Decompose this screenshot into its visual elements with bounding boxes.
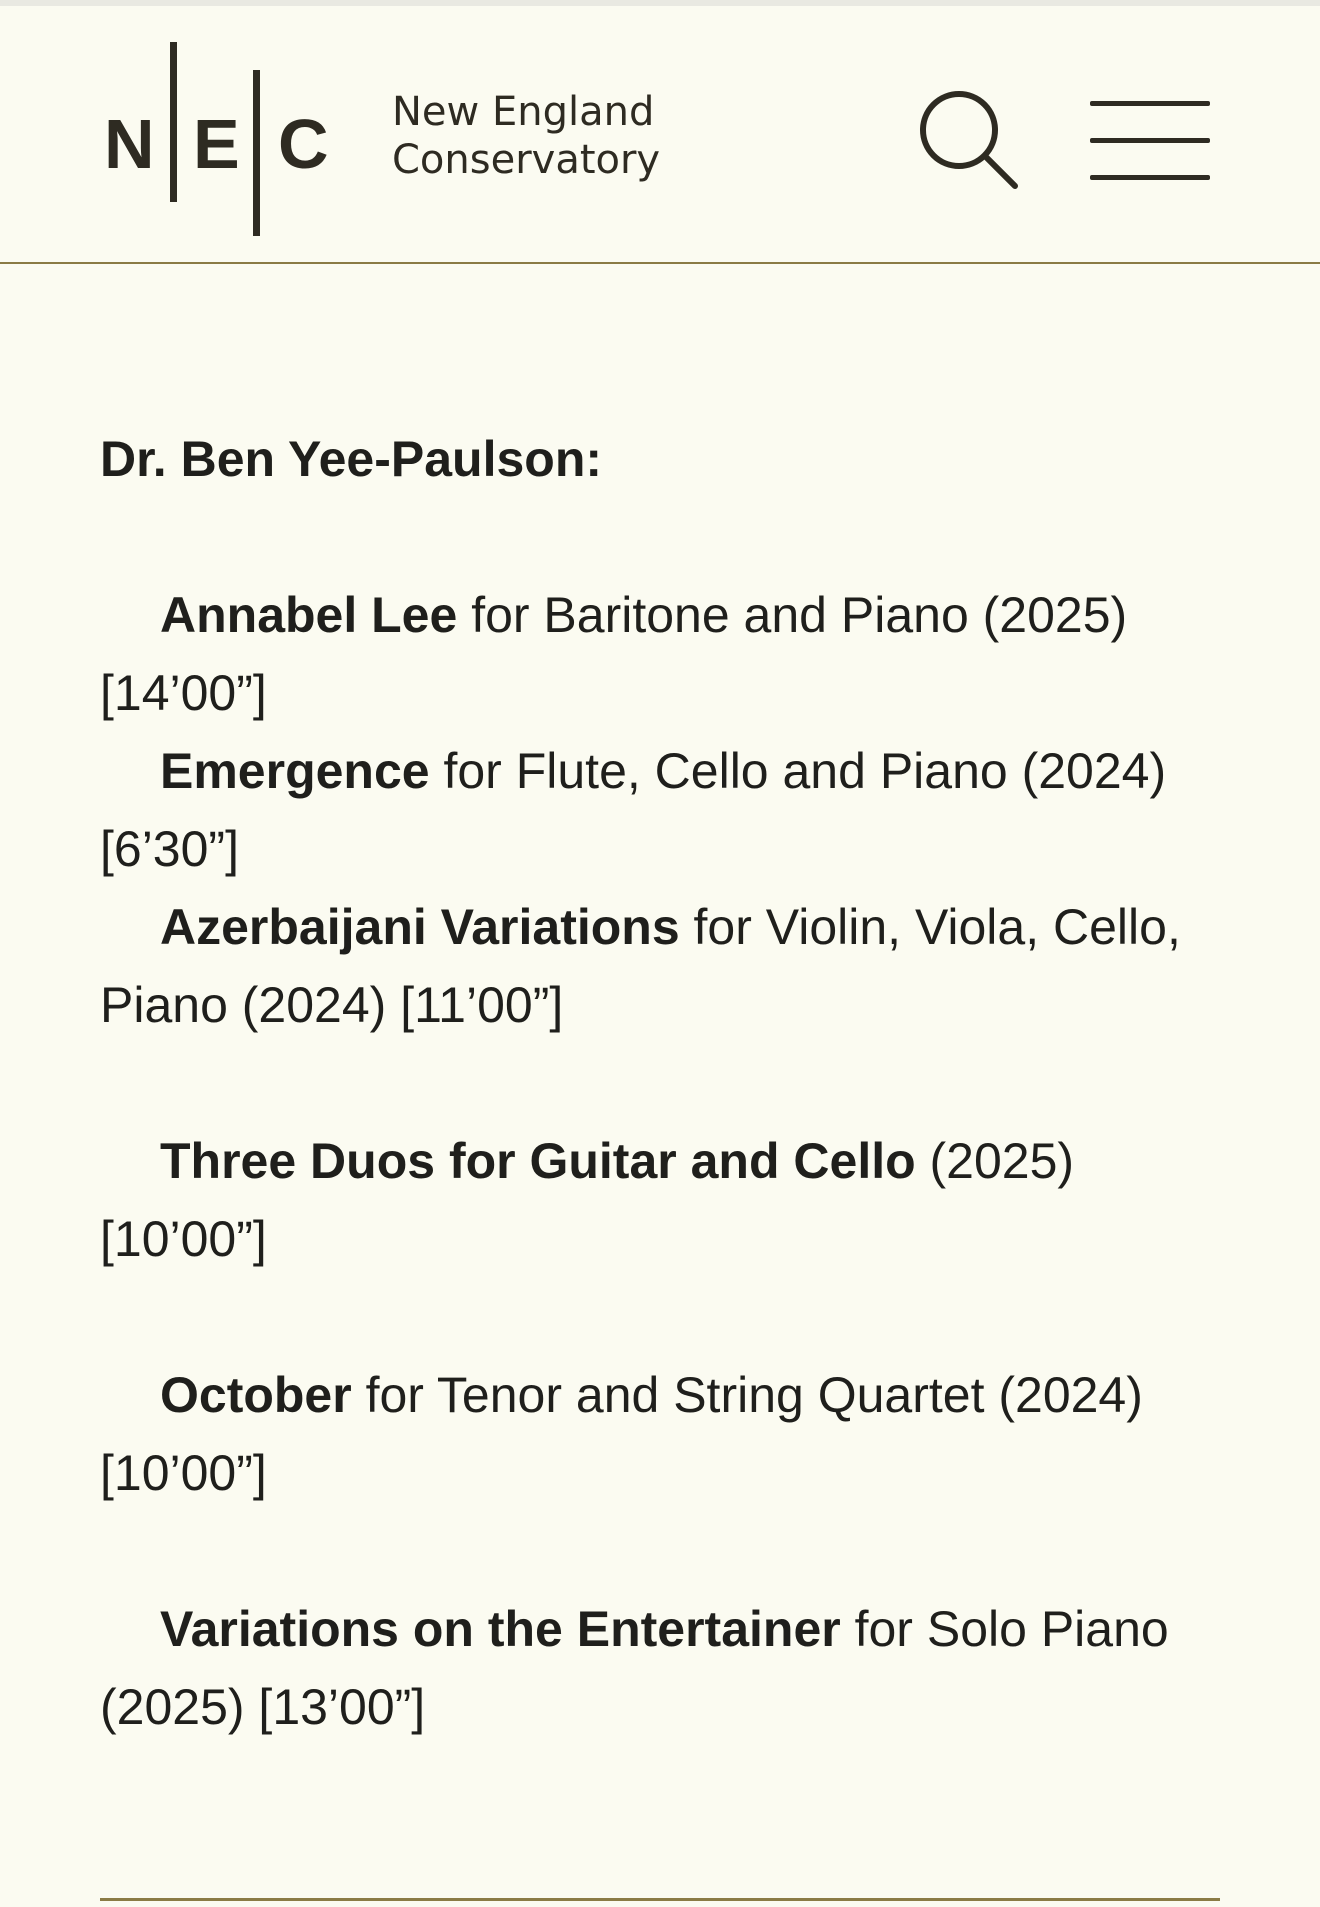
search-button[interactable]: [915, 86, 1025, 196]
wordmark[interactable]: [392, 88, 660, 184]
section-divider: [100, 1898, 1220, 1901]
work-details: (2025) [10’00”]: [100, 1133, 1075, 1267]
work-item: [100, 732, 1230, 888]
work-item: [100, 888, 1230, 1044]
wordmark-line-1: New England: [392, 89, 655, 135]
search-icon: [915, 86, 1025, 196]
work-title: Azerbaijani Variations: [160, 899, 680, 955]
logo-divider-2: [253, 70, 260, 236]
site-header: [0, 6, 1320, 264]
menu-line-bottom: [1090, 175, 1210, 180]
menu-line-top: [1090, 101, 1210, 106]
work-title: Three Duos for Guitar and Cello: [160, 1133, 916, 1189]
work-title: Emergence: [160, 743, 430, 799]
work-details: for Flute, Cello and Piano (2024) [6’30”]: [100, 743, 1167, 877]
work-item: [100, 1590, 1230, 1746]
wordmark-line-2: Conservatory: [392, 137, 661, 183]
work-title: October: [160, 1367, 352, 1423]
work-item: [100, 1356, 1230, 1512]
work-item: [100, 1122, 1230, 1278]
work-details: for Violin, Viola, Cello, Piano (2024) [11’00”]: [100, 899, 1181, 1033]
work-details: for Tenor and String Quartet (2024) [10’00”]: [100, 1367, 1143, 1501]
work-details: for Baritone and Piano (2025) [14’00”]: [100, 587, 1128, 721]
logo-letter-e: E: [193, 105, 240, 183]
logo-letter-n: N: [104, 105, 155, 183]
menu-button[interactable]: [1090, 98, 1214, 188]
nec-logo[interactable]: [100, 36, 340, 236]
work-title: Variations on the Entertainer: [160, 1601, 841, 1657]
work-title: Annabel Lee: [160, 587, 458, 643]
work-details: for Solo Piano (2025) [13’00”]: [100, 1601, 1169, 1735]
logo-letter-c: C: [278, 105, 329, 183]
main-content: [100, 420, 1230, 1746]
logo-divider-1: [170, 42, 177, 202]
work-item: [100, 576, 1230, 732]
menu-line-middle: [1090, 138, 1210, 143]
composer-name: Dr. Ben Yee-Paulson:: [100, 431, 603, 487]
